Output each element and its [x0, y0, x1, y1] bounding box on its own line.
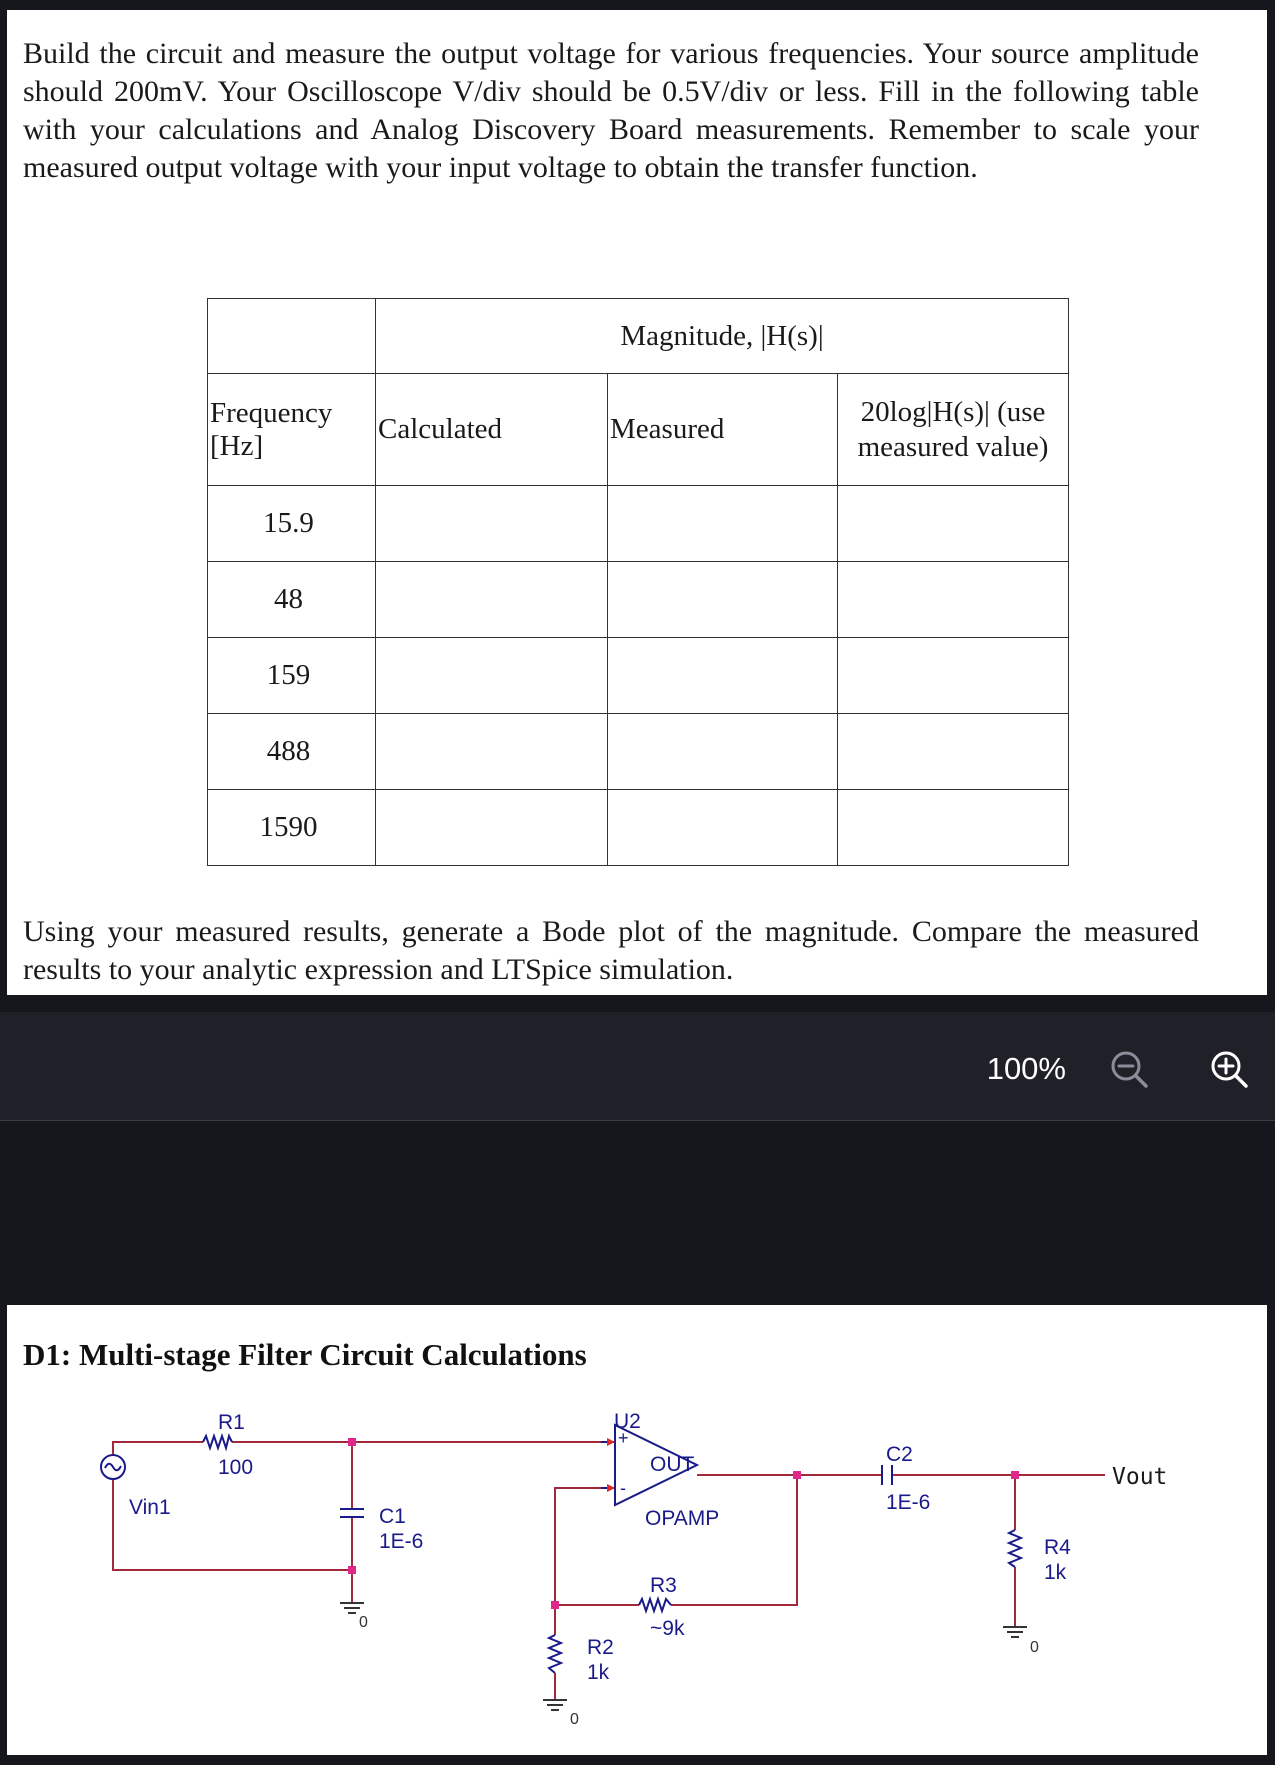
- zoom-out-button[interactable]: [1110, 1050, 1150, 1090]
- r3-name-label: R3: [650, 1574, 677, 1597]
- ground-symbol-r2: [543, 1700, 567, 1710]
- section-title: D1: Multi-stage Filter Circuit Calculations: [23, 1337, 587, 1372]
- table-empty-corner: [208, 299, 376, 374]
- table-row: [208, 790, 1069, 866]
- zoom-in-icon: [1210, 1050, 1250, 1090]
- db-cell: [838, 638, 1069, 714]
- wire-r3-right: [671, 1475, 797, 1605]
- opamp-name-label: U2: [614, 1410, 641, 1433]
- zoom-out-icon: [1110, 1050, 1150, 1090]
- viewer-toolbar: [0, 1012, 1275, 1120]
- zoom-level-label: 100%: [986, 1051, 1066, 1086]
- ac-source-vin1: [101, 1455, 125, 1479]
- frequency-cell: 48: [208, 562, 376, 638]
- table-subheader-row: [208, 374, 1069, 486]
- bode-instructions-paragraph: Using your measured results, generate a Bode plot of the magnitude. Compare the measured results to your analytic expression and LTSpice simulation.: [23, 915, 1199, 986]
- junction-dot: [1011, 1471, 1019, 1479]
- wire-source-ground: [113, 1480, 352, 1570]
- db-cell: [838, 790, 1069, 866]
- measured-cell: [608, 562, 838, 638]
- vout-label: Vout: [1112, 1464, 1168, 1490]
- ground-label-r2: 0: [570, 1711, 579, 1728]
- toolbar-divider: [0, 1120, 1275, 1121]
- wire-opamp-minus: [555, 1488, 601, 1605]
- resistor-r3-symbol: [639, 1599, 671, 1611]
- frequency-cell: 15.9: [208, 486, 376, 562]
- vin1-label: Vin1: [129, 1496, 171, 1519]
- db-cell: [838, 714, 1069, 790]
- db-cell: [838, 486, 1069, 562]
- frequency-cell: 159: [208, 638, 376, 714]
- r2-value-label: 1k: [587, 1661, 610, 1684]
- opamp-type-label: OPAMP: [645, 1507, 720, 1530]
- table-row: [208, 714, 1069, 790]
- db-cell: [838, 562, 1069, 638]
- calculated-header: Calculated: [376, 374, 608, 486]
- r1-name-label: R1: [218, 1411, 245, 1434]
- resistor-r2-symbol: [549, 1635, 561, 1673]
- measured-cell: [608, 486, 838, 562]
- wire-source-r1: [113, 1442, 203, 1455]
- calculated-cell: [376, 562, 608, 638]
- c2-name-label: C2: [886, 1443, 913, 1466]
- filter-schematic: [7, 1305, 1267, 1755]
- r3-value-label: ~9k: [650, 1617, 685, 1640]
- opamp-plus-label: +: [618, 1428, 629, 1448]
- table-row: [208, 486, 1069, 562]
- table-row: [208, 638, 1069, 714]
- calculated-cell: [376, 790, 608, 866]
- calculated-cell: [376, 714, 608, 790]
- r4-value-label: 1k: [1044, 1561, 1067, 1584]
- opamp-minus-label: -: [620, 1478, 626, 1498]
- c1-value-label: 1E-6: [379, 1530, 424, 1553]
- document-page-top: [7, 10, 1267, 995]
- resistor-r4-symbol: [1009, 1530, 1021, 1567]
- document-page-bottom: [7, 1305, 1267, 1755]
- junction-dot: [348, 1438, 356, 1446]
- frequency-response-table: [207, 298, 1069, 866]
- frequency-header: Frequency [Hz]: [208, 374, 376, 486]
- instructions-paragraph: Build the circuit and measure the output voltage for various frequencies. Your source amplitude should 200mV. Your Oscilloscope V/div should be 0.5V/div or less. Fill in the following table with your calculations and Analog Discovery Board measurements. Remember to scale your measured output voltage with your input voltage to obtain the transfer function.: [23, 37, 1199, 184]
- resistor-r1-symbol: [203, 1436, 232, 1448]
- r1-value-label: 100: [218, 1456, 254, 1479]
- ground-symbol-r4: [1003, 1627, 1027, 1637]
- c1-name-label: C1: [379, 1505, 406, 1528]
- junction-dot: [348, 1566, 356, 1574]
- frequency-cell: 1590: [208, 790, 376, 866]
- db-header: 20log|H(s)| (use measured value): [838, 374, 1069, 486]
- opamp-out-label: OUT: [650, 1453, 695, 1476]
- c2-value-label: 1E-6: [886, 1491, 931, 1514]
- r4-name-label: R4: [1044, 1536, 1071, 1559]
- r2-name-label: R2: [587, 1636, 614, 1659]
- frequency-cell: 488: [208, 714, 376, 790]
- measured-cell: [608, 714, 838, 790]
- ground-label-c1: 0: [359, 1614, 368, 1631]
- measured-cell: [608, 790, 838, 866]
- table-row: [208, 562, 1069, 638]
- junction-dot: [793, 1471, 801, 1479]
- junction-dot: [551, 1601, 559, 1609]
- measured-cell: [608, 638, 838, 714]
- table-header-row: [208, 299, 1069, 374]
- calculated-cell: [376, 486, 608, 562]
- ground-label-r4: 0: [1030, 1639, 1039, 1656]
- magnitude-header: Magnitude, |H(s)|: [376, 299, 1069, 374]
- capacitor-c2-symbol: [882, 1465, 892, 1485]
- zoom-in-button[interactable]: [1210, 1050, 1250, 1090]
- calculated-cell: [376, 638, 608, 714]
- capacitor-c1-symbol: [340, 1509, 364, 1517]
- measured-header: Measured: [608, 374, 838, 486]
